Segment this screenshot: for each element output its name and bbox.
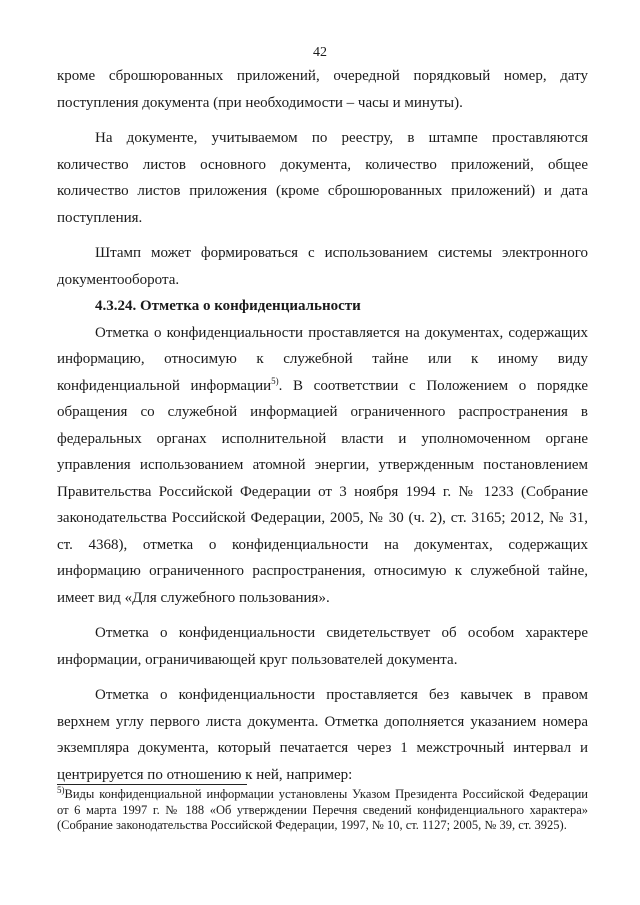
section-heading: 4.3.24. Отметка о конфиденциальности <box>95 298 361 314</box>
footnote-reference: 5) <box>271 375 279 386</box>
intro-text-after-ref: . В соответствии с Положением о порядке обращения со служебной информацией ограниченного распространения в федеральных органах исполнительной власти и уполномоченном органе управления использованием атомной энергии, утвержденным постановлением Правительства Российской Федерации от 3 ноября 1994 г. № 1233 (Собрание законодательства Российской Федерации, 2005, № 30 (ч. 2), ст. 3165; 2012, № 31, ст. 4368), отметка о конфиденциальности на документах, содержащих информацию ограниченного распространения, относимую к служебной тайне, имеет вид «Для служебного пользования». <box>57 377 588 606</box>
paragraph-stamp-registry: На документе, учитываемом по реестру, в штампе проставляются количество листов основного документа, количество приложений, общее количество листов приложения (кроме сброшюрованных приложений) и дата поступления. <box>57 130 588 226</box>
paragraph-stamp-electronic: Штамп может формироваться с использованием системы электронного документооборота. <box>57 245 588 288</box>
footnote-text: Виды конфиденциальной информации установлены Указом Президента Российской Федерации от 6 марта 1997 г. № 188 «Об утверждении Перечня сведений конфиденциального характера» (Собрание законодательства Российской Федерации, 1997, № 10, ст. 1127; 2005, № 39, ст. 3925). <box>57 787 588 832</box>
footnote <box>57 784 588 834</box>
body-text <box>57 63 588 797</box>
paragraph-confidentiality-intro <box>57 320 588 612</box>
paragraph-continuation: кроме сброшюрованных приложений, очередной порядковый номер, дату поступления документа (при необходимости – часы и минуты). <box>57 68 588 111</box>
footnote-marker: 5) <box>57 784 65 795</box>
page-number: 42 <box>313 45 327 60</box>
paragraph-confidentiality-placement: Отметка о конфиденциальности проставляется без кавычек в правом верхнем углу первого листа документа. Отметка дополняется указанием номера экземпляра документа, который печатается через 1 межстрочный интервал и центрируется по отношению к ней, например: <box>57 687 588 783</box>
paragraph-confidentiality-meaning: Отметка о конфиденциальности свидетельствует об особом характере информации, ограничивающей круг пользователей документа. <box>57 625 588 668</box>
intro-text-before-ref: Отметка о конфиденциальности проставляется на документах, содержащих информацию, относимую к служебной тайне или к иному виду конфиденциальной информации <box>57 324 588 394</box>
footnote-divider <box>57 784 247 785</box>
